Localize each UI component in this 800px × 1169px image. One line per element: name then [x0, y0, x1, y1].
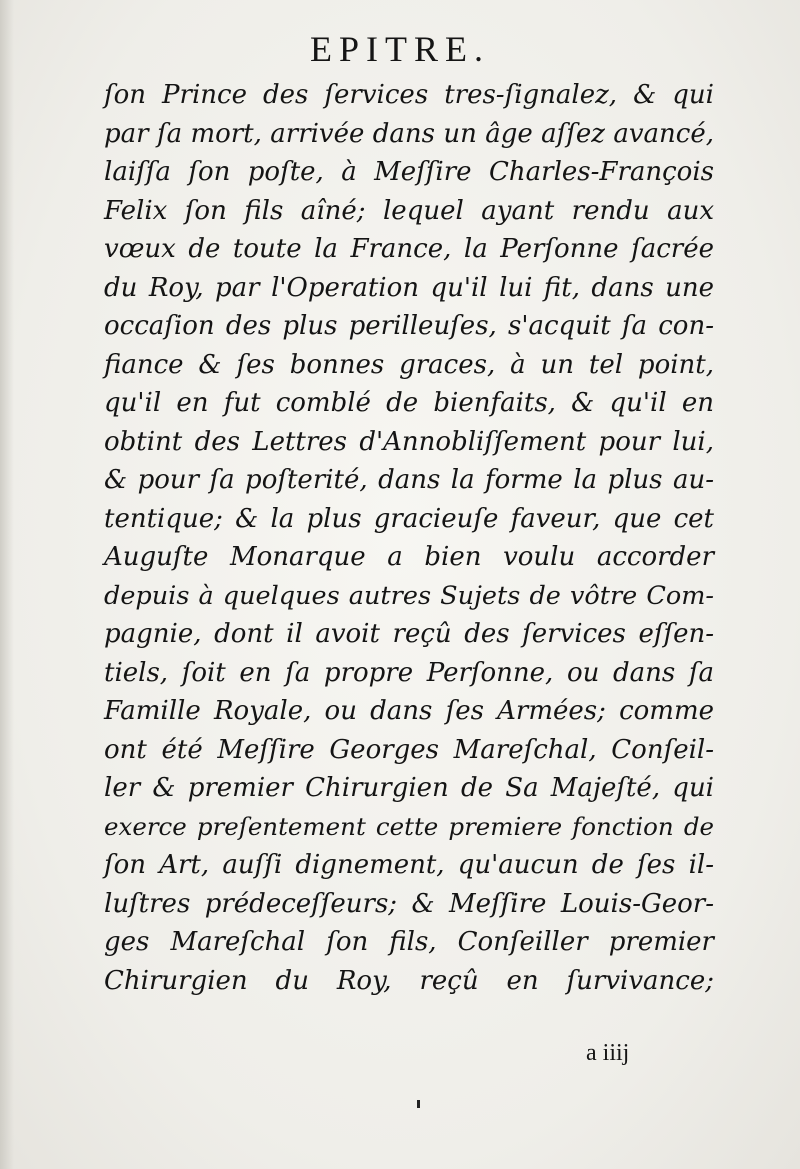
text-line: pagnie, dont il avoit reçû des ſervices eſſen-	[104, 619, 714, 649]
text-line: ſon Prince des ſervices tres-ſignalez, & qui	[104, 80, 714, 110]
text-line: Chirurgien du Roy, reçû en ſurvivance;	[104, 965, 714, 996]
text-line: Famille Royale, ou dans ſes Armées; comme	[104, 696, 714, 726]
page-gutter-shadow	[0, 0, 14, 1169]
text-line: luſtres prédeceſſeurs; & Meſſire Louis-Geor-	[104, 888, 714, 919]
running-head: EPITRE.	[310, 29, 490, 69]
text-line: qu'il en fut comblé de bienfaits, & qu'il en	[104, 388, 714, 418]
text-line: exerce preſentement cette premiere fonction de	[104, 811, 714, 841]
text-line: laiſſa ſon poſte, à Meſſire Charles-François	[104, 157, 714, 187]
text-line: ler & premier Chirurgien de Sa Majeſté, qui	[104, 773, 714, 803]
text-line: obtint des Lettres d'Annobliſſement pour lui,	[104, 426, 714, 457]
signature-mark: a iiij	[586, 1040, 630, 1066]
ink-speck	[417, 1100, 420, 1108]
body-text	[104, 76, 714, 1000]
text-line: du Roy, par l'Operation qu'il lui fit, dans une	[104, 272, 714, 303]
text-line: par ſa mort, arrivée dans un âge aſſez avancé,	[104, 118, 714, 149]
text-line: ges Mareſchal ſon fils, Conſeiller premier	[104, 927, 714, 957]
text-line: occaſion des plus perilleuſes, s'acquit ſa con-	[104, 311, 714, 341]
text-line: vœux de toute la France, la Perſonne ſacrée	[104, 234, 714, 264]
text-line: depuis à quelques autres Sujets de vôtre Com-	[104, 580, 714, 611]
text-line: Felix ſon fils aîné; lequel ayant rendu aux	[104, 195, 714, 226]
text-line: Auguſte Monarque a bien voulu accorder	[104, 542, 714, 572]
text-line: tentique; & la plus gracieuſe faveur, que cet	[104, 503, 714, 534]
text-line: tiels, ſoit en ſa propre Perſonne, ou dans ſa	[104, 657, 714, 688]
text-line: & pour ſa poſterité, dans la forme la plus au-	[104, 465, 714, 495]
text-line: ſon Art, auſſi dignement, qu'aucun de ſes il-	[104, 850, 714, 880]
text-line: ont été Meſſire Georges Mareſchal, Conſeil-	[104, 734, 714, 765]
text-line: fiance & ſes bonnes graces, à un tel point,	[104, 349, 714, 380]
